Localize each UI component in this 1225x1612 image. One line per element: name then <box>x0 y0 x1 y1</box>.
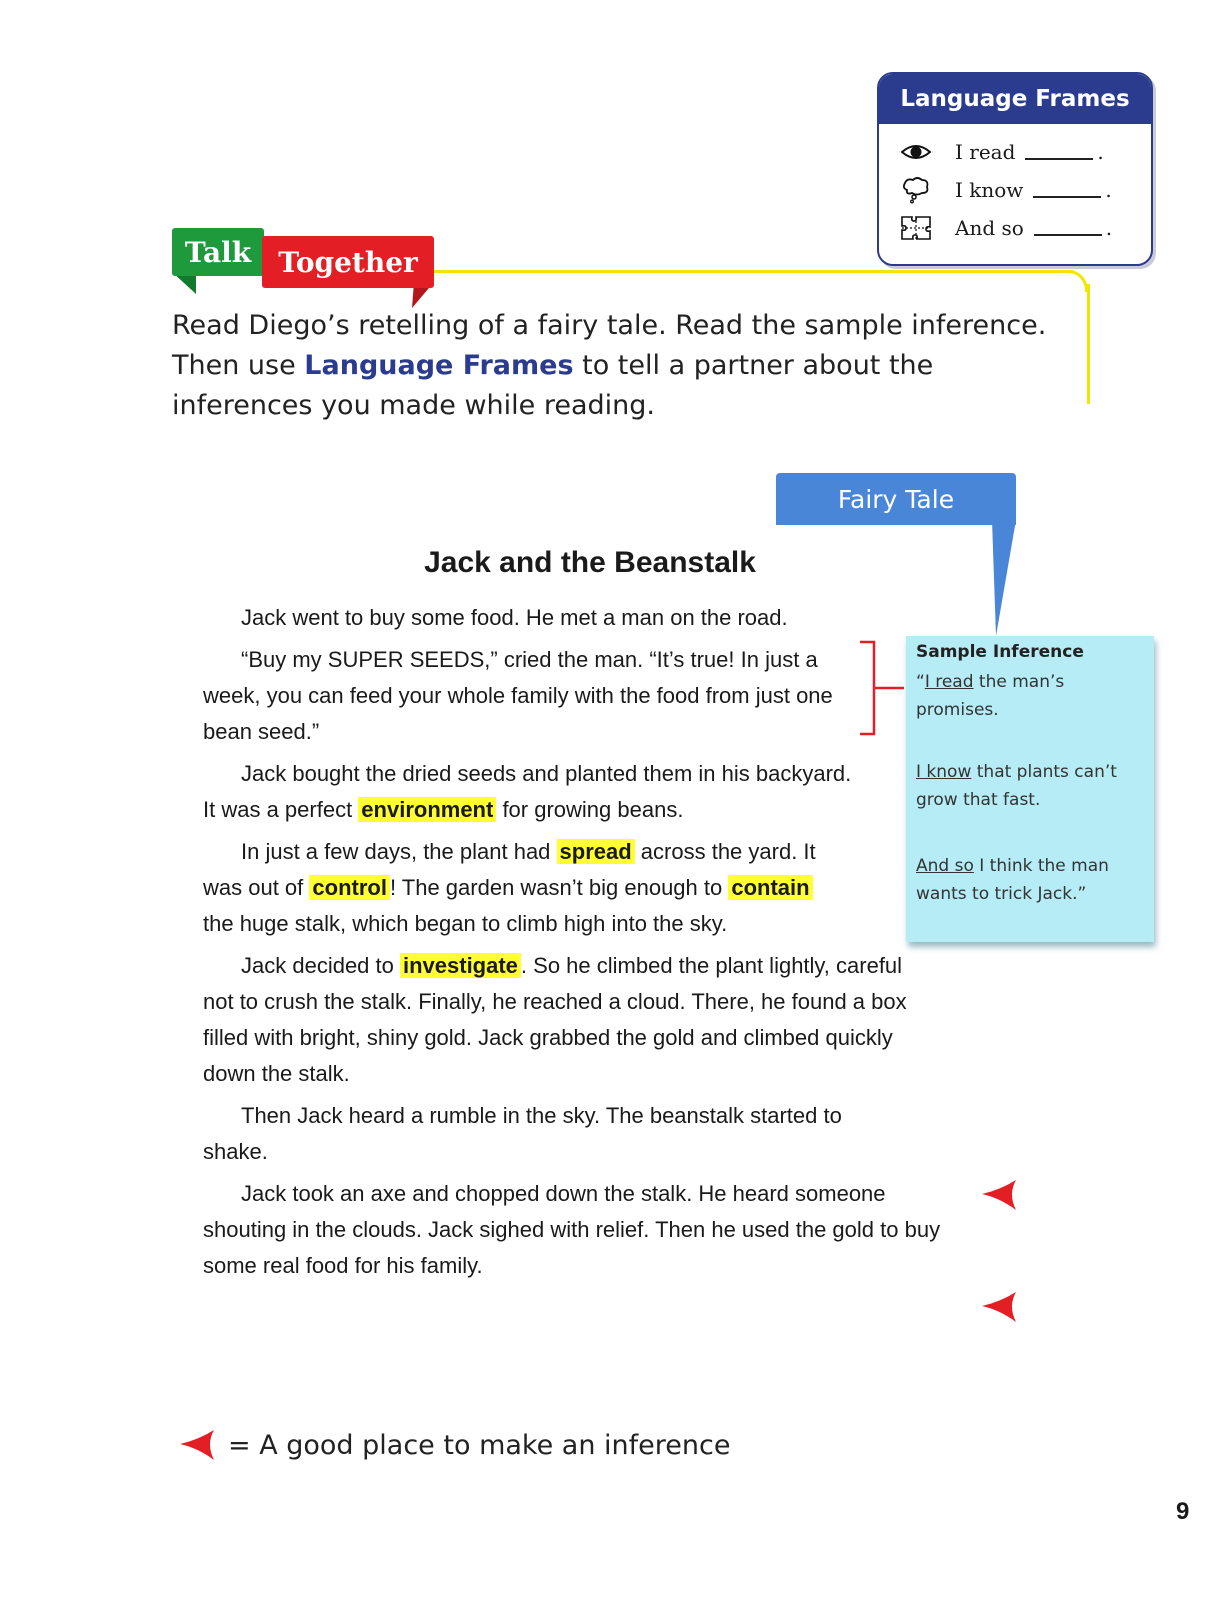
story-paragraph: Jack took an axe and chopped down the stalk. He heard someone shouting in the clouds. Jack sighed with relief. Then he used the gold to buy some real food for his family. <box>203 1181 941 1278</box>
vocab-word: environment <box>358 797 496 822</box>
story-paragraph: “Buy my SUPER SEEDS,” cried the man. “It’s true! In just a week, you can feed your whole family with the food from just one bean seed.” <box>203 647 833 744</box>
vocab-word: investigate <box>400 953 521 978</box>
story-paragraph: Then Jack heard a rumble in the sky. The beanstalk started to shake. <box>203 1103 842 1164</box>
puzzle-icon <box>899 213 933 243</box>
story-body <box>203 600 963 1290</box>
frame-row-so: And so . <box>899 210 1112 246</box>
sample-inference-note <box>906 636 1154 942</box>
inference-step-know: I know that plants can’t grow that fast. <box>916 762 1117 810</box>
talk-tab-tail <box>172 272 202 300</box>
banner-rule-horizontal <box>434 270 1074 273</box>
language-frames-title: Language Frames <box>879 74 1151 124</box>
story-paragraph: Jack decided to investigate . So he climbed the plant lightly, careful not to crush the stalk. Finally, he reached a cloud. There, he found a box filled with bright, shiny gold. Jack grabbed the gold and climbed quickly down the stalk. <box>203 953 907 1086</box>
story-paragraph: In just a few days, the plant had spread across the yard. It was out of control ! The garden wasn’t big enough to contain the huge stalk, which began to climb high into the sky. <box>203 839 816 936</box>
language-frames-box <box>877 72 1153 266</box>
banner-rule-corner <box>1066 270 1088 292</box>
inference-marker-icon <box>178 1428 216 1462</box>
sample-inference-title: Sample Inference <box>916 642 1084 662</box>
frame-row-know: I know . <box>899 172 1112 208</box>
together-label: Together <box>262 236 434 288</box>
vocab-word: spread <box>557 839 635 864</box>
inference-marker-icon <box>980 1178 1018 1212</box>
genre-tab-tail <box>992 520 1022 638</box>
language-frames-reference: Language Frames <box>304 350 574 381</box>
legend-text: = A good place to make an inference <box>228 1429 731 1461</box>
eye-icon <box>899 137 933 167</box>
banner-rule-vertical <box>1087 284 1090 404</box>
legend <box>178 1428 730 1462</box>
genre-label: Fairy Tale <box>776 473 1016 525</box>
inference-step-so: And so I think the man wants to trick Jack.” <box>916 856 1109 904</box>
story-paragraph: Jack bought the dried seeds and planted them in his backyard. It was a perfect environment for growing beans. <box>203 761 852 822</box>
story-paragraph: Jack went to buy some food. He met a man on the road. <box>241 605 788 630</box>
instructions: Read Diego’s retelling of a fairy tale. Read the sample inference. Then use Language Frames to tell a partner about the inferences you made while reading. <box>172 310 1047 421</box>
vocab-word: contain <box>728 875 812 900</box>
page-number: 9 <box>1176 1498 1190 1525</box>
inference-marker-icon <box>980 1290 1018 1324</box>
inference-bracket <box>858 640 908 740</box>
inference-step-read: “I read the man’s promises. <box>916 672 1065 720</box>
thought-bubble-icon <box>899 175 933 205</box>
frame-row-read: I read . <box>899 134 1104 170</box>
talk-label: Talk <box>172 228 264 276</box>
story-title: Jack and the Beanstalk <box>424 546 756 579</box>
vocab-word: control <box>309 875 390 900</box>
